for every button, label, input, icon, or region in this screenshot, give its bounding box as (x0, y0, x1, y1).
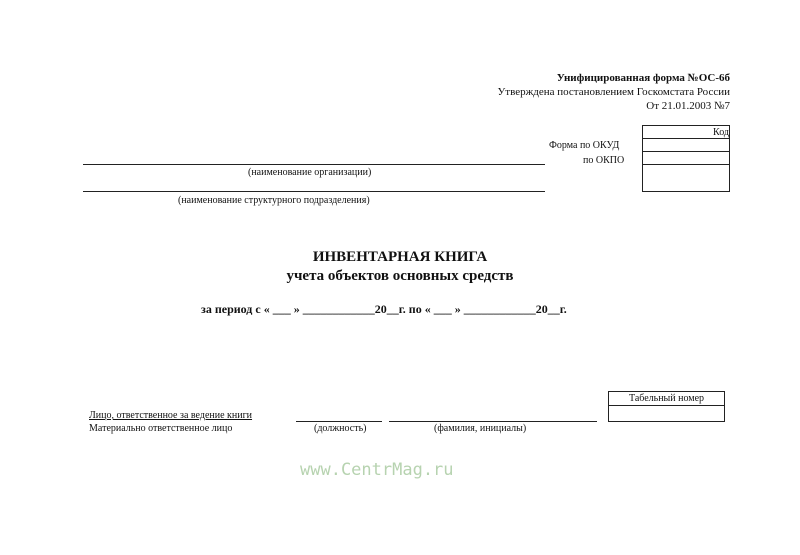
site-watermark: www.CentrMag.ru (300, 460, 454, 480)
document-subtitle: учета объектов основных средств (286, 268, 514, 284)
subdivision-name-caption: (наименование структурного подразделения) (178, 195, 370, 206)
form-approval-date: От 21.01.2003 №7 (646, 100, 730, 112)
okud-code-cell[interactable] (643, 139, 730, 152)
codes-table (642, 125, 730, 192)
tab-number-cell[interactable] (609, 406, 725, 422)
okud-label: Форма по ОКУД (549, 140, 620, 151)
form-code-title: Унифицированная форма №ОС-6б (556, 72, 730, 84)
full-name-caption: (фамилия, инициалы) (434, 423, 527, 434)
document-title: ИНВЕНТАРНАЯ КНИГА (312, 249, 488, 265)
tab-number-table (608, 391, 725, 422)
extra-code-cell[interactable] (643, 165, 730, 192)
position-line[interactable] (296, 421, 382, 422)
full-name-line[interactable] (389, 421, 597, 422)
tab-number-label: Табельный номер (609, 392, 725, 406)
okpo-code-cell[interactable] (643, 152, 730, 165)
okpo-label: по ОКПО (583, 155, 625, 166)
subdivision-name-line[interactable] (83, 191, 545, 192)
position-caption: (должность) (314, 423, 367, 434)
period-line: за период с « ___ » ____________20__г. по « ___ » ____________20__г. (201, 302, 567, 316)
code-header: Код (643, 126, 730, 139)
material-responsible-label: Материально ответственное лицо (89, 423, 233, 434)
organization-name-line[interactable] (83, 164, 545, 165)
organization-name-caption: (наименование организации) (248, 167, 372, 178)
book-responsible-label: Лицо, ответственное за ведение книги (89, 410, 253, 421)
form-approval-text: Утверждена постановлением Госкомстата России (497, 86, 730, 98)
